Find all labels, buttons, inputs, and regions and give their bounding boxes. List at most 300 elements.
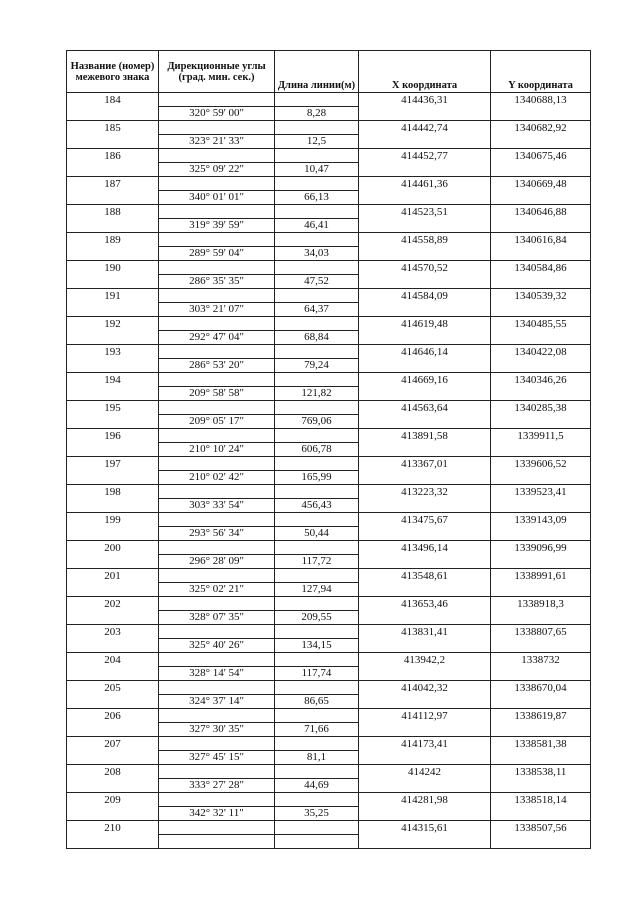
- table-row: [67, 205, 591, 219]
- point-name-cell: 185: [67, 121, 159, 135]
- empty-cell: [491, 583, 591, 597]
- table-row: [67, 709, 591, 723]
- table-row: [67, 149, 591, 163]
- empty-cell: [275, 653, 359, 667]
- empty-cell: [359, 583, 491, 597]
- y-coordinate-cell: 1340285,38: [491, 401, 591, 415]
- empty-cell: [275, 261, 359, 275]
- empty-cell: [359, 611, 491, 625]
- point-name-cell: 191: [67, 289, 159, 303]
- line-length-cell: 165,99: [275, 471, 359, 485]
- empty-cell: [67, 331, 159, 345]
- empty-cell: [491, 331, 591, 345]
- direction-angle-cell: 323° 21' 33": [159, 135, 275, 149]
- empty-cell: [159, 401, 275, 415]
- empty-cell: [67, 751, 159, 765]
- line-length-cell: 456,43: [275, 499, 359, 513]
- empty-cell: [159, 317, 275, 331]
- x-coordinate-cell: 414112,97: [359, 709, 491, 723]
- table-row: [67, 639, 591, 653]
- y-coordinate-cell: 1338732: [491, 653, 591, 667]
- empty-cell: [159, 541, 275, 555]
- empty-cell: [275, 205, 359, 219]
- table-row: [67, 261, 591, 275]
- y-coordinate-cell: 1340346,26: [491, 373, 591, 387]
- y-coordinate-cell: 1340646,88: [491, 205, 591, 219]
- empty-cell: [159, 569, 275, 583]
- line-length-cell: 66,13: [275, 191, 359, 205]
- table-row: [67, 555, 591, 569]
- line-length-cell: [275, 835, 359, 849]
- empty-cell: [67, 695, 159, 709]
- empty-cell: [359, 807, 491, 821]
- table-row: [67, 331, 591, 345]
- empty-cell: [159, 93, 275, 107]
- coordinates-sheet: [66, 50, 590, 849]
- direction-angle-cell: 289° 59' 04": [159, 247, 275, 261]
- direction-angle-cell: 333° 27' 28": [159, 779, 275, 793]
- line-length-cell: 117,72: [275, 555, 359, 569]
- empty-cell: [359, 723, 491, 737]
- y-coordinate-cell: 1340616,84: [491, 233, 591, 247]
- line-length-cell: 79,24: [275, 359, 359, 373]
- table-row: [67, 779, 591, 793]
- empty-cell: [67, 219, 159, 233]
- empty-cell: [67, 275, 159, 289]
- empty-cell: [359, 415, 491, 429]
- line-length-cell: 81,1: [275, 751, 359, 765]
- empty-cell: [359, 219, 491, 233]
- empty-cell: [159, 373, 275, 387]
- boundary-points-table: [66, 50, 591, 849]
- line-length-cell: 35,25: [275, 807, 359, 821]
- x-coordinate-cell: 414281,98: [359, 793, 491, 807]
- x-coordinate-cell: 414452,77: [359, 149, 491, 163]
- empty-cell: [159, 793, 275, 807]
- empty-cell: [159, 121, 275, 135]
- empty-cell: [159, 513, 275, 527]
- empty-cell: [275, 401, 359, 415]
- line-length-cell: 117,74: [275, 667, 359, 681]
- x-coordinate-cell: 414584,09: [359, 289, 491, 303]
- empty-cell: [275, 373, 359, 387]
- point-name-cell: 209: [67, 793, 159, 807]
- point-name-cell: 190: [67, 261, 159, 275]
- x-coordinate-cell: 414563,64: [359, 401, 491, 415]
- table-row: [67, 359, 591, 373]
- direction-angle-cell: 320° 59' 00": [159, 107, 275, 121]
- empty-cell: [275, 429, 359, 443]
- empty-cell: [491, 107, 591, 121]
- y-coordinate-cell: 1338619,87: [491, 709, 591, 723]
- empty-cell: [491, 163, 591, 177]
- x-coordinate-cell: 414042,32: [359, 681, 491, 695]
- y-coordinate-cell: 1340422,08: [491, 345, 591, 359]
- direction-angle-cell: 325° 09' 22": [159, 163, 275, 177]
- header-direction-angle: Дирекционные углы (град. мин. сек.): [159, 51, 275, 93]
- y-coordinate-cell: 1340485,55: [491, 317, 591, 331]
- x-coordinate-cell: 414442,74: [359, 121, 491, 135]
- table-row: [67, 443, 591, 457]
- empty-cell: [67, 163, 159, 177]
- direction-angle-cell: 327° 45' 15": [159, 751, 275, 765]
- direction-angle-cell: [159, 835, 275, 849]
- empty-cell: [491, 695, 591, 709]
- empty-cell: [491, 303, 591, 317]
- empty-cell: [275, 457, 359, 471]
- point-name-cell: 187: [67, 177, 159, 191]
- table-row: [67, 765, 591, 779]
- empty-cell: [491, 527, 591, 541]
- table-row: [67, 471, 591, 485]
- point-name-cell: 186: [67, 149, 159, 163]
- table-row: [67, 401, 591, 415]
- x-coordinate-cell: 414436,31: [359, 93, 491, 107]
- point-name-cell: 208: [67, 765, 159, 779]
- line-length-cell: 64,37: [275, 303, 359, 317]
- empty-cell: [491, 219, 591, 233]
- table-header-row: [67, 51, 591, 93]
- empty-cell: [491, 135, 591, 149]
- direction-angle-cell: 325° 02' 21": [159, 583, 275, 597]
- direction-angle-cell: 303° 21' 07": [159, 303, 275, 317]
- empty-cell: [491, 611, 591, 625]
- empty-cell: [67, 527, 159, 541]
- empty-cell: [275, 233, 359, 247]
- empty-cell: [67, 807, 159, 821]
- x-coordinate-cell: 413496,14: [359, 541, 491, 555]
- y-coordinate-cell: 1340584,86: [491, 261, 591, 275]
- empty-cell: [67, 303, 159, 317]
- empty-cell: [159, 429, 275, 443]
- empty-cell: [359, 835, 491, 849]
- point-name-cell: 192: [67, 317, 159, 331]
- empty-cell: [359, 779, 491, 793]
- empty-cell: [67, 387, 159, 401]
- direction-angle-cell: 296° 28' 09": [159, 555, 275, 569]
- empty-cell: [275, 485, 359, 499]
- line-length-cell: 44,69: [275, 779, 359, 793]
- point-name-cell: 203: [67, 625, 159, 639]
- direction-angle-cell: 324° 37' 14": [159, 695, 275, 709]
- empty-cell: [275, 177, 359, 191]
- empty-cell: [359, 443, 491, 457]
- table-row: [67, 345, 591, 359]
- y-coordinate-cell: 1338518,14: [491, 793, 591, 807]
- line-length-cell: 50,44: [275, 527, 359, 541]
- x-coordinate-cell: 414619,48: [359, 317, 491, 331]
- table-row: [67, 751, 591, 765]
- table-row: [67, 597, 591, 611]
- table-row: [67, 569, 591, 583]
- empty-cell: [491, 247, 591, 261]
- header-point-name: Название (номер) межевого знака: [67, 51, 159, 93]
- x-coordinate-cell: 414242: [359, 765, 491, 779]
- point-name-cell: 198: [67, 485, 159, 499]
- table-body: [67, 93, 591, 849]
- point-name-cell: 195: [67, 401, 159, 415]
- table-row: [67, 177, 591, 191]
- empty-cell: [67, 415, 159, 429]
- table-row: [67, 485, 591, 499]
- header-y-coordinate: Y координата: [491, 51, 591, 93]
- empty-cell: [67, 135, 159, 149]
- line-length-cell: 134,15: [275, 639, 359, 653]
- line-length-cell: 121,82: [275, 387, 359, 401]
- x-coordinate-cell: 414669,16: [359, 373, 491, 387]
- point-name-cell: 197: [67, 457, 159, 471]
- empty-cell: [67, 639, 159, 653]
- x-coordinate-cell: 413367,01: [359, 457, 491, 471]
- empty-cell: [159, 737, 275, 751]
- y-coordinate-cell: 1339523,41: [491, 485, 591, 499]
- x-coordinate-cell: 413831,41: [359, 625, 491, 639]
- table-row: [67, 191, 591, 205]
- empty-cell: [159, 149, 275, 163]
- point-name-cell: 210: [67, 821, 159, 835]
- table-row: [67, 807, 591, 821]
- table-row: [67, 583, 591, 597]
- table-row: [67, 457, 591, 471]
- empty-cell: [491, 471, 591, 485]
- x-coordinate-cell: 414315,61: [359, 821, 491, 835]
- y-coordinate-cell: 1340675,46: [491, 149, 591, 163]
- line-length-cell: 71,66: [275, 723, 359, 737]
- table-row: [67, 499, 591, 513]
- line-length-cell: 769,06: [275, 415, 359, 429]
- point-name-cell: 200: [67, 541, 159, 555]
- empty-cell: [275, 121, 359, 135]
- table-row: [67, 219, 591, 233]
- direction-angle-cell: 286° 53' 20": [159, 359, 275, 373]
- y-coordinate-cell: 1339606,52: [491, 457, 591, 471]
- empty-cell: [159, 597, 275, 611]
- empty-cell: [491, 191, 591, 205]
- empty-cell: [159, 457, 275, 471]
- empty-cell: [359, 303, 491, 317]
- empty-cell: [491, 807, 591, 821]
- empty-cell: [275, 821, 359, 835]
- direction-angle-cell: 286° 35' 35": [159, 275, 275, 289]
- y-coordinate-cell: 1338991,61: [491, 569, 591, 583]
- line-length-cell: 8,28: [275, 107, 359, 121]
- empty-cell: [491, 723, 591, 737]
- direction-angle-cell: 293° 56' 34": [159, 527, 275, 541]
- line-length-cell: 209,55: [275, 611, 359, 625]
- table-row: [67, 541, 591, 555]
- direction-angle-cell: 303° 33' 54": [159, 499, 275, 513]
- table-row: [67, 625, 591, 639]
- empty-cell: [359, 191, 491, 205]
- empty-cell: [159, 821, 275, 835]
- direction-angle-cell: 210° 02' 42": [159, 471, 275, 485]
- line-length-cell: 12,5: [275, 135, 359, 149]
- empty-cell: [275, 625, 359, 639]
- direction-angle-cell: 209° 05' 17": [159, 415, 275, 429]
- point-name-cell: 194: [67, 373, 159, 387]
- empty-cell: [359, 275, 491, 289]
- empty-cell: [67, 779, 159, 793]
- empty-cell: [359, 667, 491, 681]
- y-coordinate-cell: 1338670,04: [491, 681, 591, 695]
- point-name-cell: 199: [67, 513, 159, 527]
- empty-cell: [159, 289, 275, 303]
- direction-angle-cell: 210° 10' 24": [159, 443, 275, 457]
- empty-cell: [67, 191, 159, 205]
- empty-cell: [359, 555, 491, 569]
- y-coordinate-cell: 1340688,13: [491, 93, 591, 107]
- empty-cell: [67, 443, 159, 457]
- empty-cell: [67, 611, 159, 625]
- table-row: [67, 135, 591, 149]
- line-length-cell: 47,52: [275, 275, 359, 289]
- empty-cell: [159, 765, 275, 779]
- empty-cell: [67, 359, 159, 373]
- empty-cell: [67, 667, 159, 681]
- point-name-cell: 189: [67, 233, 159, 247]
- point-name-cell: 205: [67, 681, 159, 695]
- table-row: [67, 121, 591, 135]
- x-coordinate-cell: 414558,89: [359, 233, 491, 247]
- table-row: [67, 737, 591, 751]
- empty-cell: [359, 499, 491, 513]
- empty-cell: [275, 765, 359, 779]
- empty-cell: [359, 471, 491, 485]
- empty-cell: [275, 93, 359, 107]
- point-name-cell: 202: [67, 597, 159, 611]
- empty-cell: [159, 709, 275, 723]
- table-row: [67, 163, 591, 177]
- empty-cell: [359, 639, 491, 653]
- direction-angle-cell: 328° 07' 35": [159, 611, 275, 625]
- y-coordinate-cell: 1340682,92: [491, 121, 591, 135]
- y-coordinate-cell: 1339096,99: [491, 541, 591, 555]
- table-row: [67, 653, 591, 667]
- table-row: [67, 415, 591, 429]
- empty-cell: [359, 387, 491, 401]
- empty-cell: [491, 835, 591, 849]
- table-row: [67, 107, 591, 121]
- empty-cell: [159, 485, 275, 499]
- direction-angle-cell: 319° 39' 59": [159, 219, 275, 233]
- empty-cell: [359, 751, 491, 765]
- empty-cell: [67, 835, 159, 849]
- direction-angle-cell: 327° 30' 35": [159, 723, 275, 737]
- empty-cell: [275, 289, 359, 303]
- empty-cell: [275, 681, 359, 695]
- y-coordinate-cell: 1338538,11: [491, 765, 591, 779]
- empty-cell: [359, 359, 491, 373]
- table-row: [67, 835, 591, 849]
- empty-cell: [159, 177, 275, 191]
- empty-cell: [159, 625, 275, 639]
- y-coordinate-cell: 1340669,48: [491, 177, 591, 191]
- empty-cell: [67, 107, 159, 121]
- table-row: [67, 821, 591, 835]
- table-row: [67, 611, 591, 625]
- x-coordinate-cell: 414461,36: [359, 177, 491, 191]
- empty-cell: [67, 499, 159, 513]
- table-row: [67, 233, 591, 247]
- empty-cell: [275, 737, 359, 751]
- empty-cell: [159, 653, 275, 667]
- table-row: [67, 275, 591, 289]
- x-coordinate-cell: 413891,58: [359, 429, 491, 443]
- table-row: [67, 373, 591, 387]
- empty-cell: [491, 667, 591, 681]
- table-row: [67, 429, 591, 443]
- empty-cell: [491, 751, 591, 765]
- empty-cell: [491, 555, 591, 569]
- empty-cell: [159, 233, 275, 247]
- point-name-cell: 196: [67, 429, 159, 443]
- direction-angle-cell: 292° 47' 04": [159, 331, 275, 345]
- empty-cell: [359, 107, 491, 121]
- table-row: [67, 667, 591, 681]
- point-name-cell: 193: [67, 345, 159, 359]
- empty-cell: [67, 471, 159, 485]
- empty-cell: [359, 527, 491, 541]
- x-coordinate-cell: 414646,14: [359, 345, 491, 359]
- line-length-cell: 127,94: [275, 583, 359, 597]
- empty-cell: [359, 247, 491, 261]
- empty-cell: [491, 443, 591, 457]
- x-coordinate-cell: 413653,46: [359, 597, 491, 611]
- x-coordinate-cell: 413475,67: [359, 513, 491, 527]
- y-coordinate-cell: 1338807,65: [491, 625, 591, 639]
- point-name-cell: 201: [67, 569, 159, 583]
- empty-cell: [491, 639, 591, 653]
- table-row: [67, 317, 591, 331]
- empty-cell: [275, 149, 359, 163]
- empty-cell: [275, 597, 359, 611]
- point-name-cell: 204: [67, 653, 159, 667]
- empty-cell: [491, 499, 591, 513]
- table-row: [67, 527, 591, 541]
- table-row: [67, 793, 591, 807]
- x-coordinate-cell: 413942,2: [359, 653, 491, 667]
- empty-cell: [275, 569, 359, 583]
- empty-cell: [491, 387, 591, 401]
- point-name-cell: 184: [67, 93, 159, 107]
- empty-cell: [359, 695, 491, 709]
- line-length-cell: 86,65: [275, 695, 359, 709]
- table-row: [67, 289, 591, 303]
- line-length-cell: 606,78: [275, 443, 359, 457]
- table-row: [67, 93, 591, 107]
- empty-cell: [491, 359, 591, 373]
- y-coordinate-cell: 1339911,5: [491, 429, 591, 443]
- line-length-cell: 68,84: [275, 331, 359, 345]
- table-row: [67, 695, 591, 709]
- header-line-length: Длина линии(м): [275, 51, 359, 93]
- header-x-coordinate: X координата: [359, 51, 491, 93]
- line-length-cell: 10,47: [275, 163, 359, 177]
- empty-cell: [159, 205, 275, 219]
- empty-cell: [359, 331, 491, 345]
- x-coordinate-cell: 414173,41: [359, 737, 491, 751]
- empty-cell: [67, 723, 159, 737]
- table-row: [67, 247, 591, 261]
- x-coordinate-cell: 414570,52: [359, 261, 491, 275]
- y-coordinate-cell: 1338918,3: [491, 597, 591, 611]
- line-length-cell: 46,41: [275, 219, 359, 233]
- empty-cell: [67, 583, 159, 597]
- direction-angle-cell: 325° 40' 26": [159, 639, 275, 653]
- empty-cell: [159, 345, 275, 359]
- x-coordinate-cell: 413223,32: [359, 485, 491, 499]
- empty-cell: [159, 681, 275, 695]
